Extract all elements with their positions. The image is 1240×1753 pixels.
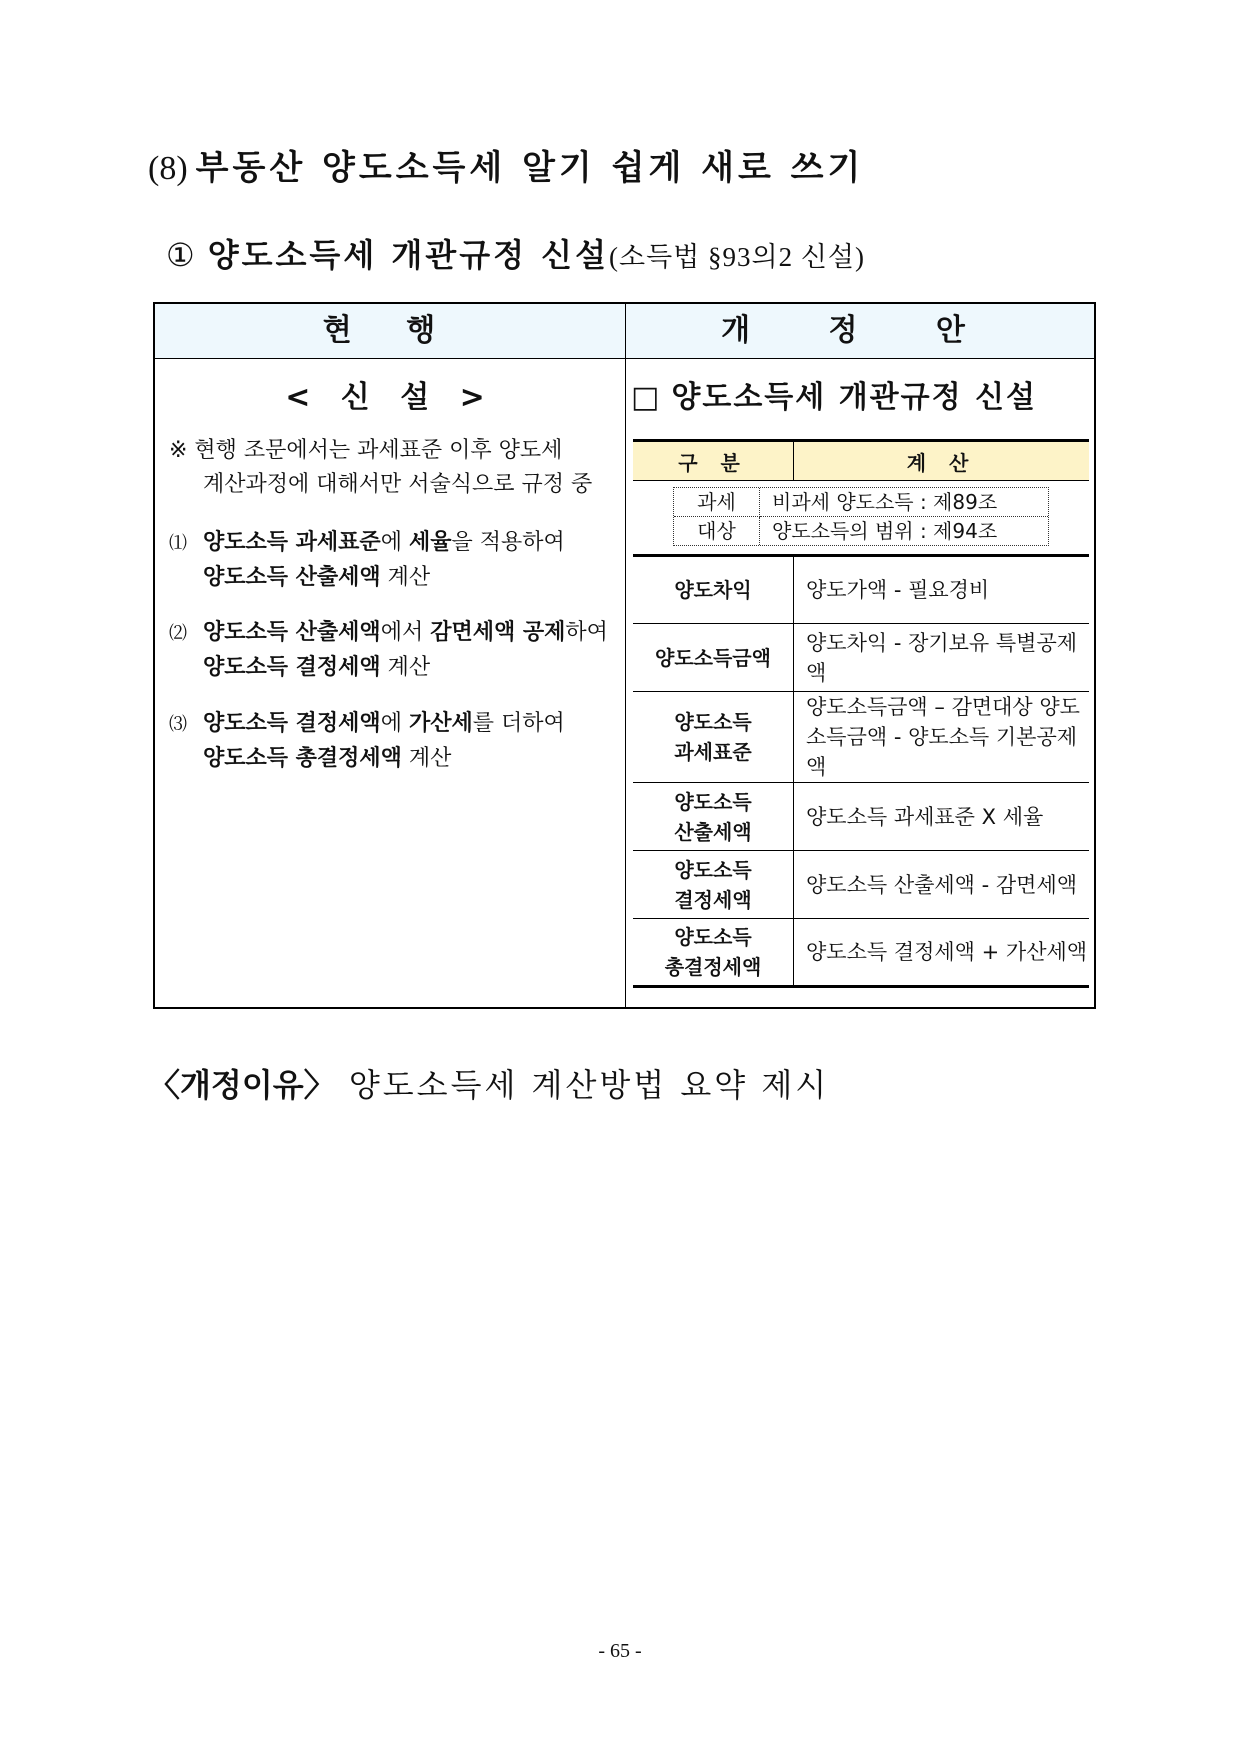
row-calculation: 양도가액 - 필요경비 (806, 578, 990, 602)
page-number: - 65 - (598, 1640, 642, 1662)
proposal-title-text: 양도소득세 개관규정 신설 (671, 380, 1038, 415)
item-mark: ⑶ (169, 714, 187, 735)
column-divider (625, 304, 626, 1007)
header-current: 현 행 (322, 313, 458, 348)
calculation-table (633, 439, 1089, 988)
row-calculation: 양도소득 과세표준 X 세율 (806, 804, 1044, 829)
table-row (633, 783, 1089, 851)
row-calculation: 양도소득 결정세액 + 가산세액 (806, 940, 1088, 964)
sub-title (166, 230, 865, 276)
section-title-text: 부동산 양도소득세 알기 쉽게 새로 쓰기 (195, 148, 865, 188)
scope-text: 비과세 양도소득 : 제89조 (760, 488, 1048, 517)
comparison-table (153, 302, 1096, 1009)
revision-reason-text: 양도소득세 계산방법 요약 제시 (348, 1066, 830, 1104)
table-row (633, 851, 1089, 919)
item-text: 을 적용하여 (451, 530, 565, 555)
item-mark: ⑵ (169, 623, 187, 644)
header-proposed: 개 정 안 (721, 313, 999, 348)
note-line-2: 계산과정에 대해서만 서술식으로 규정 중 (203, 472, 593, 497)
table-row (633, 692, 1089, 783)
note-line-1: ※ 현행 조문에서는 과세표준 이후 양도세 (169, 438, 563, 463)
scope-label: 대상 (674, 517, 760, 545)
item-term: 양도소득 총결정세액 (203, 746, 402, 771)
row-label: 양도소득 (674, 710, 752, 734)
row-label: 양도차익 (674, 578, 752, 602)
table-row (633, 624, 1089, 692)
section-number: (8) (148, 150, 188, 187)
item-term: 가산세 (408, 711, 473, 736)
taxable-scope-box (673, 487, 1049, 546)
row-calculation: 양도소득 산출세액 - 감면세액 (806, 872, 1078, 897)
item-term: 양도소득 과세표준 (203, 530, 381, 555)
item-text: 계산 (380, 565, 431, 590)
revision-reason-label: 〈개정이유〉 (148, 1066, 336, 1104)
current-note (169, 434, 621, 502)
row-calculation: 양도차익 - 장기보유 특별공제액 (806, 630, 1078, 685)
item-term: 양도소득 산출세액 (203, 565, 381, 590)
item-text: 계산 (380, 655, 431, 680)
scope-text: 양도소득의 범위 : 제94조 (772, 519, 998, 543)
row-label: 산출세액 (674, 819, 752, 844)
revision-reason (148, 1060, 829, 1106)
row-label: 과세표준 (674, 740, 752, 764)
row-label: 양도소득금액 (655, 645, 771, 670)
scope-label: 과세 (674, 488, 760, 517)
checkbox-square-icon: □ (631, 380, 662, 415)
list-item (169, 616, 621, 685)
item-mark: ⑴ (169, 533, 187, 554)
proposal-title (631, 372, 1091, 416)
item-term: 세율 (408, 530, 452, 555)
item-term: 양도소득 결정세액 (203, 655, 381, 680)
item-term: 양도소득 결정세액 (203, 711, 381, 736)
section-title (148, 140, 864, 189)
inner-header-calculation: 계 산 (794, 441, 1090, 481)
new-provision-label: < 신 설 > (285, 380, 495, 415)
list-item (169, 526, 621, 595)
inner-header-category: 구 분 (633, 441, 794, 481)
item-term: 양도소득 산출세액 (203, 620, 381, 645)
list-item (169, 707, 621, 776)
item-text: 에서 (380, 620, 431, 645)
row-label: 결정세액 (674, 887, 752, 912)
item-text: 하여 (565, 620, 608, 645)
item-text: 에 (380, 711, 409, 736)
sub-title-number: ① (166, 236, 198, 274)
sub-title-text: 양도소득세 개관규정 신설 (207, 236, 610, 274)
table-row (633, 556, 1089, 624)
item-text: 에 (380, 530, 409, 555)
item-text: 를 더하여 (472, 711, 565, 736)
item-term: 감면세액 공제 (430, 620, 566, 645)
row-label: 양도소득 (674, 789, 752, 814)
sub-title-reference: (소득법 §93의2 신설) (609, 242, 865, 272)
row-label: 양도소득 (674, 925, 752, 949)
table-row (633, 919, 1089, 987)
row-calculation: 소득금액 - 양도소득 기본공제액 (806, 725, 1078, 779)
row-label: 총결정세액 (664, 955, 762, 979)
item-text: 계산 (401, 746, 452, 771)
row-label: 양도소득 (674, 857, 752, 882)
row-calculation: 양도소득금액 – 감면대상 양도 (806, 695, 1080, 719)
